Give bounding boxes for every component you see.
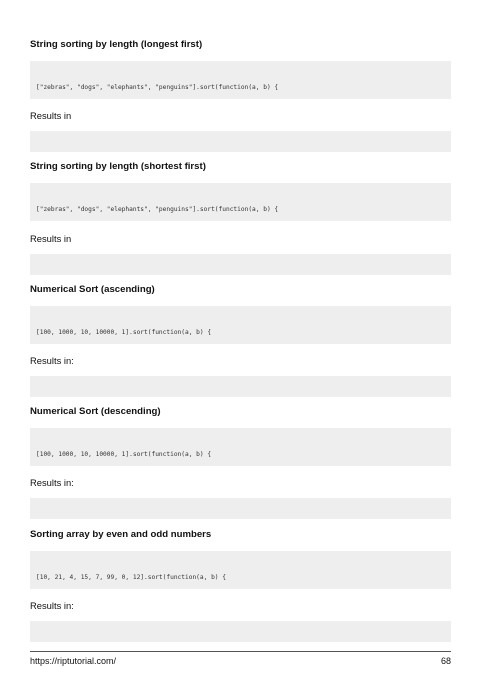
result-block-even-odd <box>30 621 451 642</box>
result-block-shortest-first <box>30 254 451 275</box>
code-line: ["zebras", "dogs", "elephants", "penguins"].sort(function(a, b) { <box>36 206 279 214</box>
code-line: ["zebras", "dogs", "elephants", "penguins"].sort(function(a, b) { <box>36 84 279 92</box>
section-heading-shortest-first: String sorting by length (shortest first) <box>30 161 206 172</box>
section-heading-longest-first: String sorting by length (longest first) <box>30 39 203 50</box>
code-block-even-odd <box>30 551 451 589</box>
code-line: [100, 1000, 10, 10000, 1].sort(function(a, b) { <box>36 329 212 337</box>
section-heading-numerical-descending: Numerical Sort (descending) <box>30 406 161 417</box>
result-block-numerical-ascending <box>30 376 451 397</box>
section-heading-numerical-ascending: Numerical Sort (ascending) <box>30 284 155 295</box>
footer-divider <box>30 651 451 652</box>
code-block-longest-first <box>30 61 451 99</box>
code-block-numerical-ascending <box>30 306 451 344</box>
result-block-longest-first <box>30 131 451 152</box>
page-number: 68 <box>440 656 451 666</box>
result-block-numerical-descending <box>30 498 451 519</box>
document-page <box>30 0 451 679</box>
code-block-shortest-first <box>30 183 451 221</box>
results-label: Results in: <box>30 600 74 611</box>
code-line: [10, 21, 4, 15, 7, 99, 0, 12].sort(function(a, b) { <box>36 574 226 582</box>
code-block-numerical-descending <box>30 428 451 466</box>
footer-url-link[interactable]: https://riptutorial.com/ <box>30 656 117 666</box>
results-label: Results in <box>30 233 72 244</box>
results-label: Results in: <box>30 477 74 488</box>
section-heading-even-odd: Sorting array by even and odd numbers <box>30 529 212 540</box>
results-label: Results in: <box>30 355 74 366</box>
results-label: Results in <box>30 110 72 121</box>
code-line: [100, 1000, 10, 10000, 1].sort(function(a, b) { <box>36 451 212 459</box>
